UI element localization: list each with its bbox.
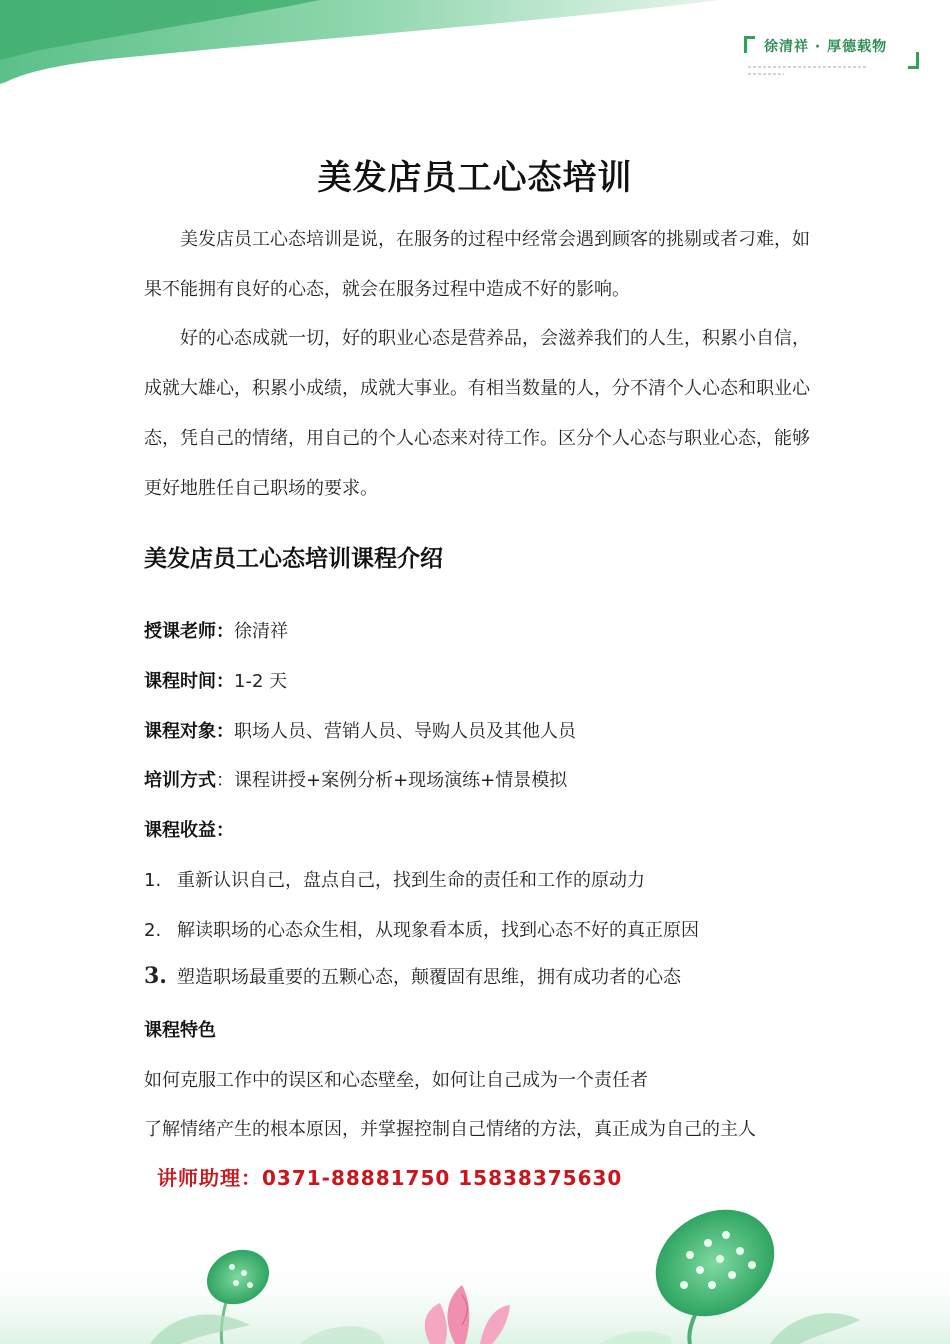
- brand-fine-print: [748, 66, 868, 68]
- brand-logo: [744, 30, 919, 80]
- features-row: [144, 1016, 216, 1042]
- benefits-label: 课程收益：: [144, 820, 234, 841]
- time-label: 课程时间：: [144, 671, 234, 692]
- method-value: ：课程讲授+案例分析+现场演练+情景模拟: [216, 770, 568, 791]
- bracket-corner-icon: [908, 52, 919, 69]
- brand-text: 徐清祥 · 厚德载物: [764, 39, 888, 55]
- method-row: [144, 766, 567, 792]
- section-title: 美发店员工心态培训课程介绍: [144, 546, 443, 572]
- lotus-artwork: [0, 1195, 950, 1344]
- audience-row: [144, 717, 576, 743]
- contact-info: 讲师助理：0371-88881750 15838375630: [157, 1166, 623, 1190]
- features-label: 课程特色: [144, 1020, 216, 1041]
- list-number: 3.: [144, 963, 167, 989]
- teacher-row: [144, 617, 288, 643]
- audience-value: 职场人员、营销人员、导购人员及其他人员: [234, 721, 576, 742]
- time-value: 1-2 天: [234, 671, 288, 692]
- list-item: [144, 916, 699, 942]
- brand-fine-print: [748, 73, 784, 75]
- list-text: 塑造职场最重要的五颗心态，颠覆固有思维，拥有成功者的心态: [177, 967, 681, 988]
- teacher-value: 徐清祥: [234, 621, 288, 642]
- feature-item: 了解情绪产生的根本原因，并掌握控制自己情绪的方法，真正成为自己的主人: [144, 1119, 756, 1140]
- list-number: 2.: [144, 920, 162, 941]
- bracket-corner-icon: [744, 36, 755, 53]
- list-item: [144, 963, 681, 989]
- method-label: 培训方式: [144, 770, 216, 791]
- intro-paragraph: 好的心态成就一切，好的职业心态是营养品，会滋养我们的人生，积累小自信，成就大雄心，积累小成绩，成就大事业。有相当数量的人，分不清个人心态和职业心态，凭自己的情绪，用自己的个人心态来对待工作。区分个人心态与职业心态，能够更好地胜任自己职场的要求。: [144, 328, 810, 499]
- intro-paragraph: 美发店员工心态培训是说，在服务的过程中经常会遇到顾客的挑剔或者刁难，如果不能拥有良好的心态，就会在服务过程中造成不好的影响。: [144, 229, 810, 300]
- teacher-label: 授课老师：: [144, 621, 234, 642]
- list-text: 重新认识自己，盘点自己，找到生命的责任和工作的原动力: [177, 870, 645, 891]
- list-item: [144, 866, 645, 892]
- audience-label: 课程对象：: [144, 721, 234, 742]
- time-row: [144, 667, 287, 693]
- list-text: 解读职场的心态众生相，从现象看本质，找到心态不好的真正原因: [177, 920, 699, 941]
- page-title: 美发店员工心态培训: [317, 158, 633, 198]
- list-number: 1.: [144, 870, 162, 891]
- feature-item: 如何克服工作中的误区和心态壁垒，如何让自己成为一个责任者: [144, 1070, 648, 1091]
- benefits-row: [144, 816, 234, 842]
